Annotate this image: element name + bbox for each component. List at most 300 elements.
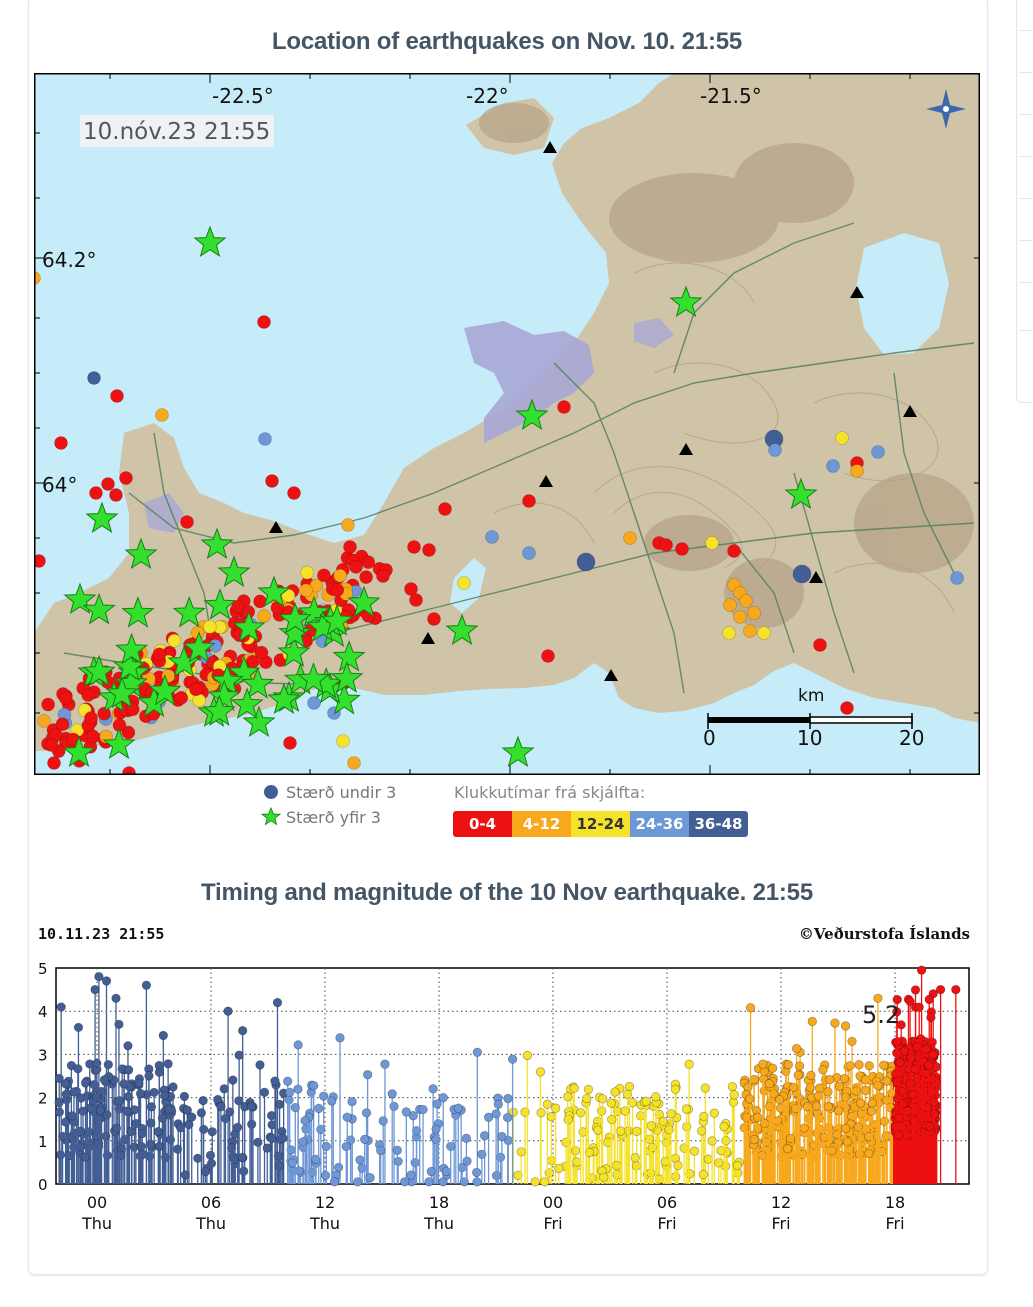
event-point <box>150 1088 159 1097</box>
earthquake-dot <box>362 556 375 569</box>
y-tick-label: 1 <box>38 1132 48 1151</box>
event-point <box>806 1083 815 1092</box>
event-point <box>563 1092 572 1101</box>
earthquake-dot <box>266 475 279 488</box>
event-point <box>379 1117 388 1126</box>
earthquake-dot <box>331 584 344 597</box>
event-point <box>154 1127 163 1136</box>
event-point <box>206 1151 215 1160</box>
event-point <box>504 1094 513 1103</box>
event-point <box>176 1123 185 1132</box>
earthquake-dot <box>42 698 55 711</box>
x-axis-labels <box>81 1193 905 1233</box>
event-point <box>824 1102 833 1111</box>
event-point <box>531 1178 540 1187</box>
event-point <box>224 1007 233 1016</box>
event-point <box>828 1146 837 1155</box>
event-point <box>841 1022 850 1031</box>
x-tick-hour: 18 <box>428 1193 450 1212</box>
event-point <box>894 1131 903 1140</box>
event-point <box>164 1105 173 1114</box>
event-point <box>704 1155 713 1164</box>
earthquake-dot <box>342 519 355 532</box>
earthquake-dot <box>45 739 58 752</box>
event-point <box>348 1097 357 1106</box>
event-point <box>674 1161 683 1170</box>
y-tick-label: 2 <box>38 1089 48 1108</box>
earthquake-dot <box>486 531 499 544</box>
event-point <box>472 1168 481 1177</box>
event-point <box>343 1113 352 1122</box>
event-point <box>321 1171 330 1180</box>
lat-label: 64.2° <box>42 248 97 272</box>
event-point <box>123 1107 132 1116</box>
event-point <box>835 1082 844 1091</box>
event-point <box>294 1085 303 1094</box>
earthquake-dot <box>203 620 216 633</box>
event-point <box>917 966 926 975</box>
event-point <box>900 1047 909 1056</box>
earthquake-dot <box>769 444 782 457</box>
earthquake-dot <box>301 566 314 579</box>
scale-tick: 10 <box>797 726 823 750</box>
event-point <box>824 1088 833 1097</box>
legend-label: Stærð yfir 3 <box>286 807 381 827</box>
event-point <box>576 1108 585 1117</box>
event-point <box>690 1147 699 1156</box>
event-point <box>699 1170 708 1179</box>
legend-bin: 12-24 <box>571 811 630 837</box>
event-point <box>768 1064 777 1073</box>
x-tick-hour: 18 <box>884 1193 906 1212</box>
chart-timestamp: 10.11.23 21:55 <box>38 925 165 943</box>
event-point <box>632 1127 641 1136</box>
x-tick-day: Thu <box>81 1214 113 1233</box>
event-point <box>394 1157 403 1166</box>
y-tick-label: 0 <box>38 1176 48 1194</box>
event-point <box>854 1123 863 1132</box>
event-point <box>708 1137 717 1146</box>
timeline-chart <box>36 920 986 1240</box>
x-tick-hour: 06 <box>200 1193 222 1212</box>
earthquake-dot <box>428 613 441 626</box>
earthquake-dot <box>740 595 753 608</box>
event-point <box>701 1084 710 1093</box>
event-point <box>599 1173 608 1182</box>
x-tick-hour: 00 <box>86 1193 108 1212</box>
event-point <box>728 1082 737 1091</box>
event-point <box>573 1158 582 1167</box>
event-point <box>659 1117 668 1126</box>
earthquake-dot <box>458 577 471 590</box>
event-point <box>159 1031 168 1040</box>
earthquake-dot <box>758 627 771 640</box>
chart-credit: ©Veðurstofa Íslands <box>798 925 970 943</box>
x-tick-hour: 06 <box>656 1193 678 1212</box>
earthquake-dot <box>48 757 61 770</box>
earthquake-dot <box>168 634 181 647</box>
event-point <box>381 1060 390 1069</box>
event-point <box>102 977 111 986</box>
event-point <box>697 1127 706 1136</box>
earthquake-dot <box>542 650 555 663</box>
earthquake-dot <box>34 555 46 568</box>
earthquake-dot <box>410 594 423 607</box>
legend-size-under <box>264 782 396 802</box>
event-point <box>831 1019 840 1028</box>
event-point <box>169 1083 178 1092</box>
event-point <box>419 1105 428 1114</box>
event-point <box>570 1084 579 1093</box>
event-point <box>273 998 282 1007</box>
event-point <box>765 1079 774 1088</box>
event-point <box>607 1115 616 1124</box>
event-point <box>173 1145 182 1154</box>
earthquake-dot <box>284 737 297 750</box>
earthquake-dot <box>439 503 452 516</box>
earthquake-dot <box>577 553 595 571</box>
event-point <box>861 1075 870 1084</box>
event-point <box>366 1173 375 1182</box>
event-point <box>795 1062 804 1071</box>
event-point <box>667 1109 676 1118</box>
event-point <box>494 1100 503 1109</box>
event-point <box>142 981 151 990</box>
event-point <box>611 1088 620 1097</box>
earthquake-dot <box>255 646 268 659</box>
event-point <box>393 1146 402 1155</box>
event-point <box>623 1090 632 1099</box>
earthquake-dot <box>793 565 811 583</box>
event-point <box>911 1065 920 1074</box>
event-point <box>733 1161 742 1170</box>
earthquake-dot <box>827 460 840 473</box>
event-point <box>217 1102 226 1111</box>
earthquake-dot <box>82 689 95 702</box>
event-point <box>745 1095 754 1104</box>
earthquake-dot <box>872 446 885 459</box>
event-point <box>594 1126 603 1135</box>
event-point <box>480 1131 489 1140</box>
event-point <box>841 1124 850 1133</box>
event-point <box>846 1061 855 1070</box>
event-point <box>551 1104 560 1113</box>
event-point <box>96 1106 105 1115</box>
event-point <box>136 1089 145 1098</box>
event-point <box>617 1127 626 1136</box>
event-point <box>545 1169 554 1178</box>
earthquake-dot <box>558 401 571 414</box>
event-point <box>536 1068 545 1077</box>
event-point <box>233 1123 242 1132</box>
event-point <box>661 1157 670 1166</box>
legend-hour-bins <box>453 811 748 837</box>
event-point <box>710 1109 719 1118</box>
event-point <box>301 1116 310 1125</box>
y-tick-label: 5 <box>38 960 48 978</box>
event-point <box>868 1099 877 1108</box>
earthquake-dot <box>156 409 169 422</box>
event-point <box>124 1092 133 1101</box>
earthquake-dot <box>744 625 757 638</box>
earthquake-dot <box>308 697 321 710</box>
event-point <box>442 1167 451 1176</box>
x-tick-day: Fri <box>543 1214 563 1233</box>
event-point <box>750 1135 759 1144</box>
event-point <box>720 1122 729 1131</box>
event-point <box>239 1167 248 1176</box>
event-point <box>299 1138 308 1147</box>
max-magnitude-label: 5.2 <box>862 1001 901 1029</box>
event-point <box>353 1178 362 1187</box>
event-point <box>927 1013 936 1022</box>
event-point <box>936 985 945 994</box>
legend-bin: 0-4 <box>453 811 512 837</box>
event-point <box>647 1122 656 1131</box>
event-point <box>498 1132 507 1141</box>
earthquake-dot <box>98 707 111 720</box>
event-point <box>432 1125 441 1134</box>
event-point <box>376 1146 385 1155</box>
event-point <box>429 1085 438 1094</box>
event-point <box>753 1113 762 1122</box>
event-point <box>855 1060 864 1069</box>
event-point <box>91 985 100 994</box>
event-point <box>238 1026 247 1035</box>
event-point <box>390 1102 399 1111</box>
earthquake-dot <box>377 570 390 583</box>
event-point <box>814 1092 823 1101</box>
event-point <box>363 1070 372 1079</box>
event-point <box>906 997 915 1006</box>
x-tick-day: Fri <box>885 1214 905 1233</box>
lon-label: -21.5° <box>700 84 762 108</box>
lat-label: 64° <box>42 473 78 497</box>
earthquake-dot <box>259 433 272 446</box>
earthquake-dot <box>706 537 719 550</box>
event-point <box>789 1083 798 1092</box>
event-point <box>879 1061 888 1070</box>
side-panel-edge <box>1016 0 1033 403</box>
y-tick-label: 4 <box>38 1003 48 1022</box>
event-point <box>127 1127 136 1136</box>
event-point <box>865 1149 874 1158</box>
event-point <box>597 1107 606 1116</box>
x-tick-hour: 00 <box>542 1193 564 1212</box>
scale-tick: 20 <box>899 726 925 750</box>
event-point <box>95 972 104 981</box>
event-point <box>792 1044 801 1053</box>
event-point <box>819 1066 828 1075</box>
event-point <box>631 1154 640 1163</box>
event-point <box>759 1060 768 1069</box>
event-point <box>896 1058 905 1067</box>
earthquake-dot <box>175 691 188 704</box>
event-point <box>319 1092 328 1101</box>
event-point <box>584 1085 593 1094</box>
scale-tick: 0 <box>703 726 716 750</box>
star-icon <box>261 807 281 827</box>
event-point <box>135 1079 144 1088</box>
event-point <box>865 1062 874 1071</box>
earthquake-dot <box>153 648 166 661</box>
event-point <box>260 1088 269 1097</box>
event-point <box>843 1137 852 1146</box>
earthquake-dot <box>258 610 271 623</box>
event-point <box>775 1095 784 1104</box>
event-point <box>93 1059 102 1068</box>
event-point <box>446 1142 455 1151</box>
event-point <box>62 1090 71 1099</box>
event-point <box>895 1114 904 1123</box>
x-tick-day: Thu <box>423 1214 455 1233</box>
event-point <box>147 1103 156 1112</box>
event-point <box>715 1159 724 1168</box>
event-point <box>181 1171 190 1180</box>
event-point <box>254 1138 263 1147</box>
event-point <box>773 1117 782 1126</box>
event-point <box>722 1136 731 1145</box>
event-point <box>685 1060 694 1069</box>
earthquake-dot <box>38 715 51 728</box>
event-point <box>891 1070 900 1079</box>
event-point <box>61 1080 70 1089</box>
lon-label: -22.5° <box>212 84 274 108</box>
event-point <box>220 1085 229 1094</box>
x-tick-day: Thu <box>195 1214 227 1233</box>
earthquake-dot <box>334 569 347 582</box>
x-tick-hour: 12 <box>314 1193 336 1212</box>
earthquake-dot <box>189 683 202 696</box>
timeline-title: Timing and magnitude of the 10 Nov earthquake. 21:55 <box>201 879 813 906</box>
event-point <box>808 1017 817 1026</box>
event-point <box>880 1117 889 1126</box>
legend-size-over <box>261 806 381 828</box>
earthquake-dot <box>337 735 350 748</box>
event-point <box>68 1112 77 1121</box>
event-point <box>309 1081 318 1090</box>
earthquake-dot <box>344 541 357 554</box>
event-point <box>155 1068 164 1077</box>
legend-bin: 24-36 <box>630 811 689 837</box>
event-point <box>291 1103 300 1112</box>
event-point <box>926 1122 935 1131</box>
event-point <box>285 1088 294 1097</box>
event-point <box>746 1004 755 1013</box>
event-point <box>208 1127 217 1136</box>
map-legend <box>0 778 1033 848</box>
map-title: Location of earthquakes on Nov. 10. 21:55 <box>271 28 743 55</box>
earthquake-dot <box>423 544 436 557</box>
event-point <box>671 1085 680 1094</box>
event-point <box>925 1061 934 1070</box>
earthquake-dot <box>258 316 271 329</box>
scale-unit: km <box>798 686 825 706</box>
event-point <box>356 1156 365 1165</box>
earthquake-dot <box>350 560 363 573</box>
earthquake-dot <box>120 472 133 485</box>
event-point <box>229 1076 238 1085</box>
earthquake-dot <box>102 478 115 491</box>
event-point <box>263 1144 272 1153</box>
event-point <box>473 1048 482 1057</box>
event-point <box>492 1110 501 1119</box>
event-point <box>571 1146 580 1155</box>
event-point <box>825 1075 834 1084</box>
earthquake-dot <box>836 432 849 445</box>
earthquake-dot <box>723 627 736 640</box>
event-point <box>760 1119 769 1128</box>
earthquake-dot <box>734 611 747 624</box>
event-point <box>923 1103 932 1112</box>
event-point <box>543 1100 552 1109</box>
event-point <box>294 1041 303 1050</box>
earthquake-dot <box>728 545 741 558</box>
event-point <box>425 1178 434 1187</box>
x-tick-day: Fri <box>657 1214 677 1233</box>
event-point <box>81 1079 90 1088</box>
event-point <box>508 1055 517 1064</box>
earthquake-dot <box>523 495 536 508</box>
x-tick-day: Thu <box>309 1214 341 1233</box>
event-point <box>238 1153 247 1162</box>
event-point <box>256 1061 265 1070</box>
earthquake-dot <box>88 372 101 385</box>
y-tick-label: 3 <box>38 1046 48 1065</box>
earthquake-dot <box>86 730 99 743</box>
legend-hours-title: Klukkutímar frá skjálfta: <box>454 783 646 802</box>
event-point <box>120 1080 129 1089</box>
earthquake-dot <box>181 516 194 529</box>
event-point <box>104 1060 113 1069</box>
event-point <box>130 1106 139 1115</box>
earthquake-dot <box>660 539 673 552</box>
event-point <box>327 1097 336 1106</box>
event-point <box>523 1051 532 1060</box>
event-point <box>598 1095 607 1104</box>
earthquake-dot <box>110 489 123 502</box>
event-point <box>433 1100 442 1109</box>
event-point <box>362 1109 371 1118</box>
legend-bin: 4-12 <box>512 811 571 837</box>
event-point <box>322 1142 331 1151</box>
lon-label: -22° <box>466 84 509 108</box>
event-point <box>124 1042 133 1051</box>
event-point <box>400 1178 409 1187</box>
earthquake-dot <box>951 572 964 585</box>
earthquake-dot <box>317 569 330 582</box>
event-point <box>138 1129 147 1138</box>
event-point <box>730 1090 739 1099</box>
event-point <box>160 1091 169 1100</box>
earthquake-dot <box>90 487 103 500</box>
event-point <box>794 1071 803 1080</box>
earthquake-dot <box>85 712 98 725</box>
event-point <box>427 1167 436 1176</box>
event-point <box>283 1077 292 1086</box>
event-point <box>665 1125 674 1134</box>
event-point <box>124 1066 133 1075</box>
event-point <box>803 1102 812 1111</box>
event-point <box>925 995 934 1004</box>
event-point <box>275 1100 284 1109</box>
event-point <box>411 1158 420 1167</box>
event-point <box>913 1043 922 1052</box>
event-point <box>454 1104 463 1113</box>
event-point <box>582 1094 591 1103</box>
event-point <box>74 1064 83 1073</box>
earthquake-dot <box>814 639 827 652</box>
